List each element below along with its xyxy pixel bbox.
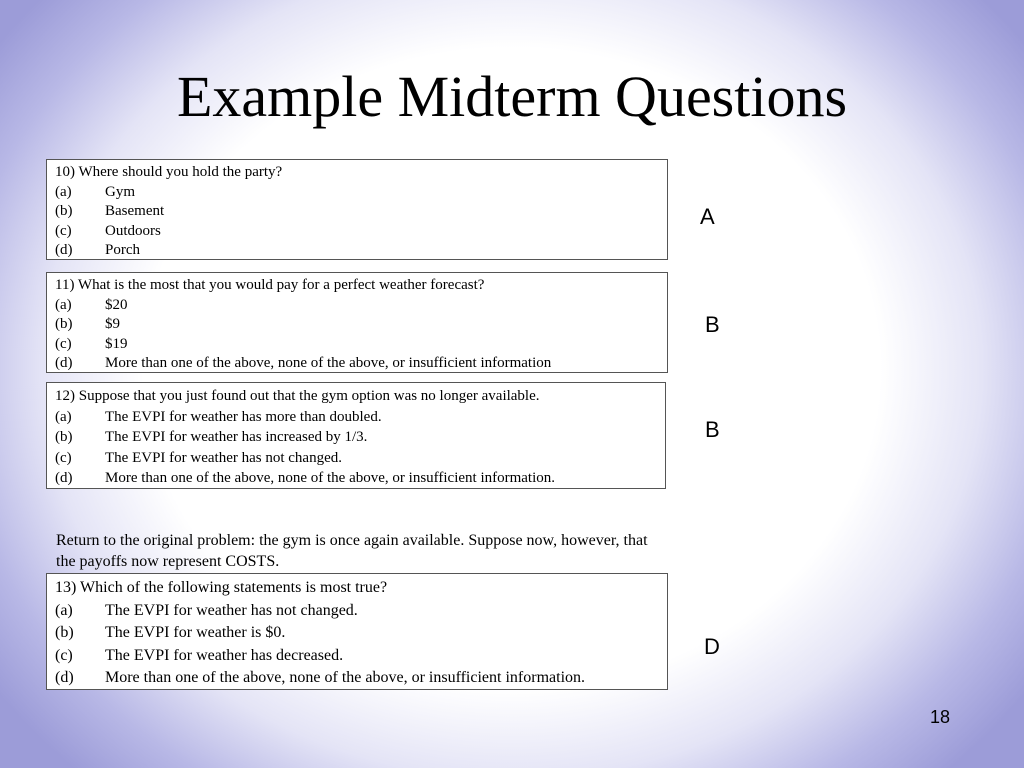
question-11-option-b	[55, 315, 659, 335]
question-10-text: 10) Where should you hold the party?	[55, 164, 283, 180]
question-13-text: 13) Which of the following statements is most true?	[55, 579, 388, 596]
slide-title: Example Midterm Questions	[176, 64, 848, 129]
question-13-option-d	[55, 667, 659, 690]
option-label: (c)	[55, 222, 72, 239]
context-note: Return to the original problem: the gym is once again available. Suppose now, however, that the payoffs now represent COSTS.	[56, 532, 648, 570]
option-text: The EVPI for weather has more than doubled.	[105, 408, 382, 425]
option-text: $9	[105, 316, 120, 332]
option-label: (d)	[55, 242, 73, 258]
option-text: $19	[105, 335, 128, 352]
question-11-box	[46, 272, 668, 373]
question-12-option-d	[55, 468, 657, 489]
option-text: More than one of the above, none of the above, or insufficient information.	[105, 669, 586, 686]
question-11-text: 11) What is the most that you would pay for a perfect weather forecast?	[55, 277, 485, 293]
option-label: (d)	[55, 355, 73, 371]
question-12-box	[46, 382, 666, 489]
option-label: (a)	[55, 183, 72, 200]
option-text: Basement	[105, 203, 165, 219]
option-text: More than one of the above, none of the above, or insufficient information.	[105, 470, 556, 486]
option-label: (d)	[55, 669, 74, 686]
page-number: 18	[930, 707, 951, 727]
question-12-answer: B	[705, 417, 720, 442]
option-text: The EVPI for weather has decreased.	[105, 646, 344, 664]
option-text: Gym	[105, 183, 135, 200]
option-text: $20	[105, 296, 128, 313]
option-label: (a)	[55, 601, 73, 619]
question-12-option-b	[55, 427, 657, 448]
option-text: Porch	[105, 242, 140, 258]
question-10-option-d	[55, 241, 659, 261]
option-text: More than one of the above, none of the above, or insufficient information	[105, 355, 552, 371]
question-12-option-c	[55, 448, 657, 469]
question-10-box	[46, 159, 668, 260]
option-label: (b)	[55, 316, 73, 332]
question-13-answer: D	[704, 634, 720, 659]
question-10-answer: A	[700, 204, 715, 229]
question-13-option-c	[55, 645, 659, 668]
option-label: (b)	[55, 624, 74, 641]
option-text: The EVPI for weather has increased by 1/3.	[105, 429, 368, 445]
option-label: (b)	[55, 203, 73, 219]
question-10-option-c	[55, 222, 659, 242]
option-label: (c)	[55, 449, 72, 466]
option-text: The EVPI for weather is $0.	[105, 624, 286, 641]
option-label: (c)	[55, 335, 72, 352]
option-text: The EVPI for weather has not changed.	[105, 601, 358, 619]
question-11-option-c	[55, 335, 659, 355]
question-11-answer: B	[705, 312, 720, 337]
question-13-option-a	[55, 600, 659, 623]
question-10-option-a	[55, 183, 659, 203]
option-label: (b)	[55, 429, 73, 445]
option-label: (a)	[55, 408, 72, 425]
question-10-option-b	[55, 202, 659, 222]
question-12-option-a	[55, 407, 657, 428]
question-11-option-a	[55, 296, 659, 316]
option-label: (a)	[55, 296, 72, 313]
option-label: (c)	[55, 646, 73, 664]
option-label: (d)	[55, 470, 73, 486]
question-13-box	[46, 573, 668, 690]
option-text: Outdoors	[105, 222, 161, 239]
question-13-option-b	[55, 622, 659, 645]
question-11-option-d	[55, 354, 659, 374]
option-text: The EVPI for weather has not changed.	[105, 449, 342, 466]
question-12-text: 12) Suppose that you just found out that the gym option was no longer available.	[55, 388, 540, 404]
